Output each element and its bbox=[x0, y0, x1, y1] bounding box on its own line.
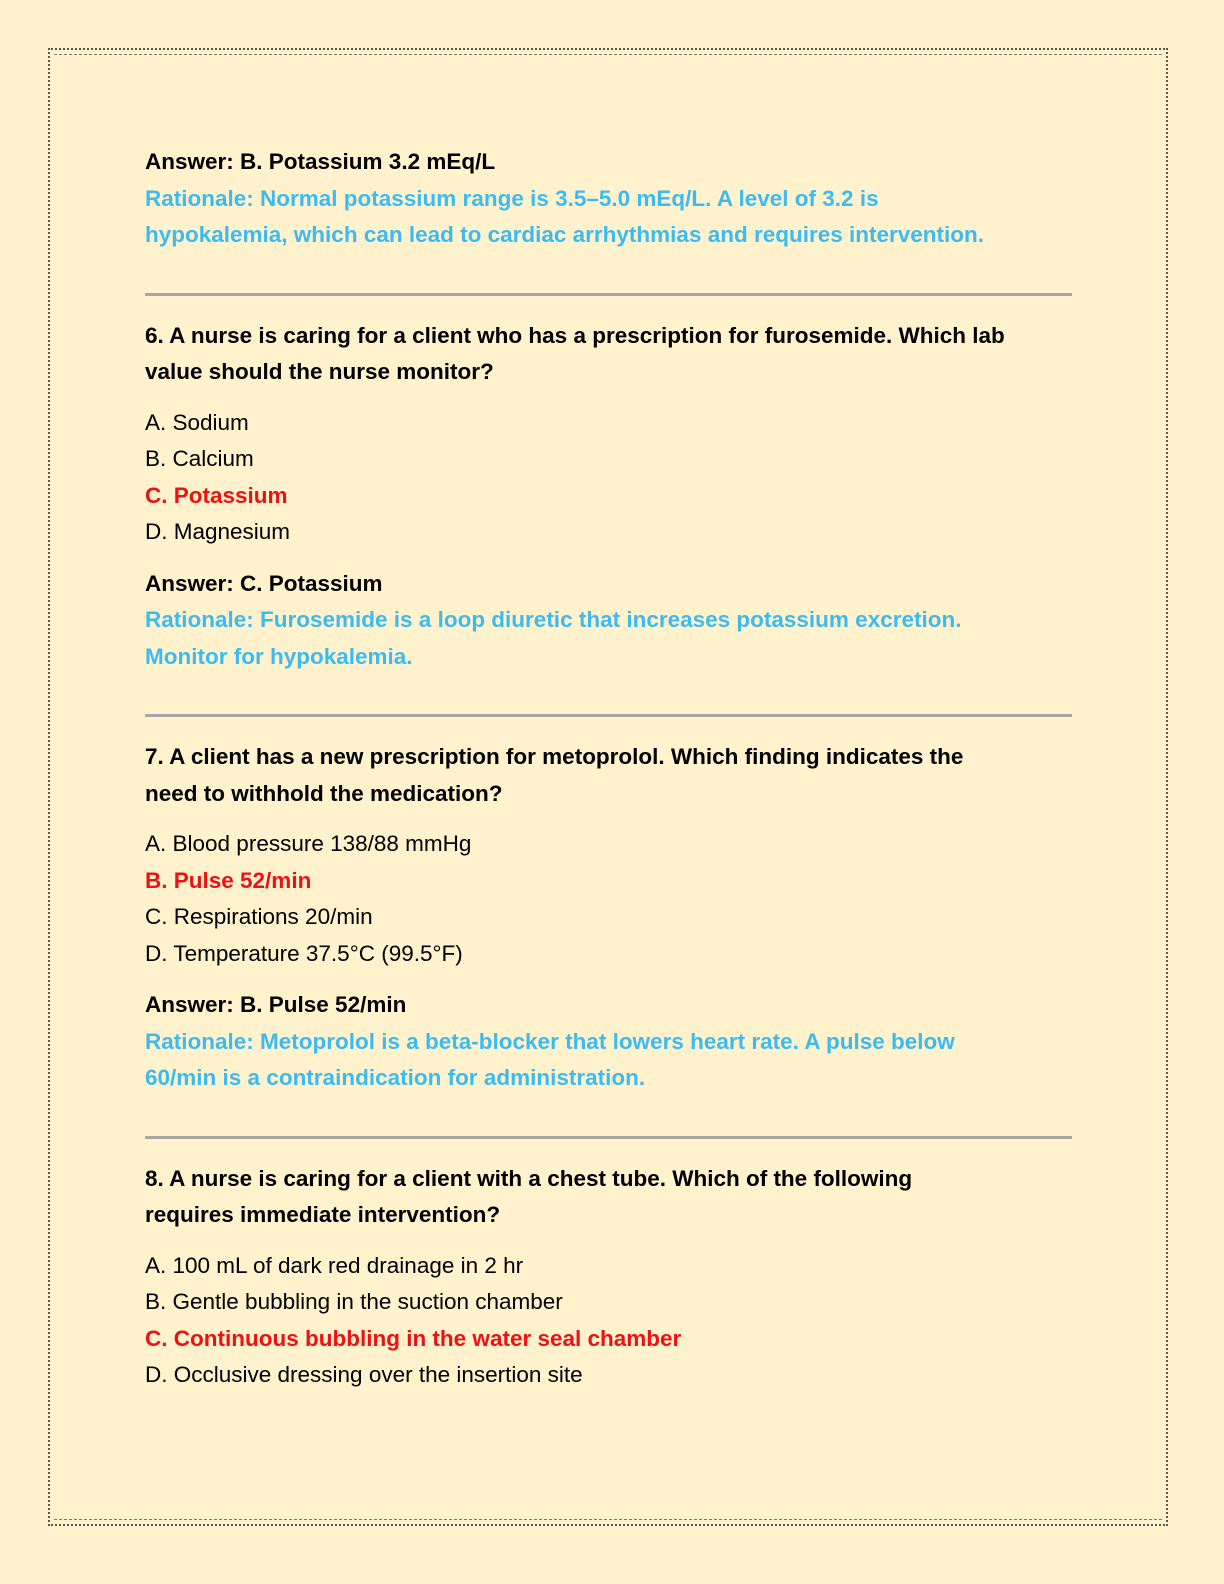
question-7-rationale-line-2: 60/min is a contraindication for administration. bbox=[145, 1065, 646, 1090]
divider bbox=[145, 714, 1072, 717]
q5-answer: Answer: B. Potassium 3.2 mEq/L bbox=[145, 149, 496, 174]
question-6 bbox=[145, 318, 1080, 676]
q5-answer-block bbox=[145, 144, 1080, 254]
question-7-text-line-1: 7. A client has a new prescription for metoprolol. Which finding indicates the bbox=[145, 744, 964, 769]
question-6-option-b: B. Calcium bbox=[145, 446, 254, 471]
question-7-text-line-2: need to withhold the medication? bbox=[145, 780, 503, 806]
page-content bbox=[145, 144, 1080, 1394]
question-7-answer: Answer: B. Pulse 52/min bbox=[145, 992, 407, 1017]
question-6-answer: Answer: C. Potassium bbox=[145, 570, 383, 596]
question-6-text-line-2: value should the nurse monitor? bbox=[145, 359, 494, 384]
divider bbox=[145, 293, 1072, 296]
question-7-option-d: D. Temperature 37.5°C (99.5°F) bbox=[145, 940, 463, 966]
question-7 bbox=[145, 739, 1080, 1097]
question-6-option-a: A. Sodium bbox=[145, 409, 249, 435]
question-8-text-line-2: requires immediate intervention? bbox=[145, 1202, 501, 1227]
question-8 bbox=[145, 1161, 1080, 1394]
question-7-option-c: C. Respirations 20/min bbox=[145, 904, 373, 929]
question-6-option-c-correct: C. Potassium bbox=[145, 482, 288, 508]
question-8-text-line-1: 8. A nurse is caring for a client with a chest tube. Which of the following bbox=[145, 1165, 913, 1191]
question-6-option-d: D. Magnesium bbox=[145, 519, 291, 544]
question-8-option-b: B. Gentle bubbling in the suction chamber bbox=[145, 1289, 563, 1314]
question-6-rationale-line-2: Monitor for hypokalemia. bbox=[145, 643, 413, 669]
question-6-text-line-1: 6. A nurse is caring for a client who has a prescription for furosemide. Which lab bbox=[145, 322, 1005, 348]
q5-rationale-line-2: hypokalemia, which can lead to cardiac arrhythmias and requires intervention. bbox=[145, 222, 985, 247]
question-8-option-c-correct: C. Continuous bubbling in the water seal chamber bbox=[145, 1325, 682, 1351]
q5-rationale-line-1: Rationale: Normal potassium range is 3.5–5.0 mEq/L. A level of 3.2 is bbox=[145, 185, 879, 211]
question-7-option-a: A. Blood pressure 138/88 mmHg bbox=[145, 831, 472, 856]
question-8-option-a: A. 100 mL of dark red drainage in 2 hr bbox=[145, 1252, 524, 1278]
divider bbox=[145, 1136, 1072, 1139]
question-7-option-b-correct: B. Pulse 52/min bbox=[145, 867, 312, 893]
question-7-rationale-line-1: Rationale: Metoprolol is a beta-blocker that lowers heart rate. A pulse below bbox=[145, 1028, 955, 1054]
question-8-option-d: D. Occlusive dressing over the insertion site bbox=[145, 1362, 583, 1387]
question-6-rationale-line-1: Rationale: Furosemide is a loop diuretic that increases potassium excretion. bbox=[145, 607, 962, 632]
